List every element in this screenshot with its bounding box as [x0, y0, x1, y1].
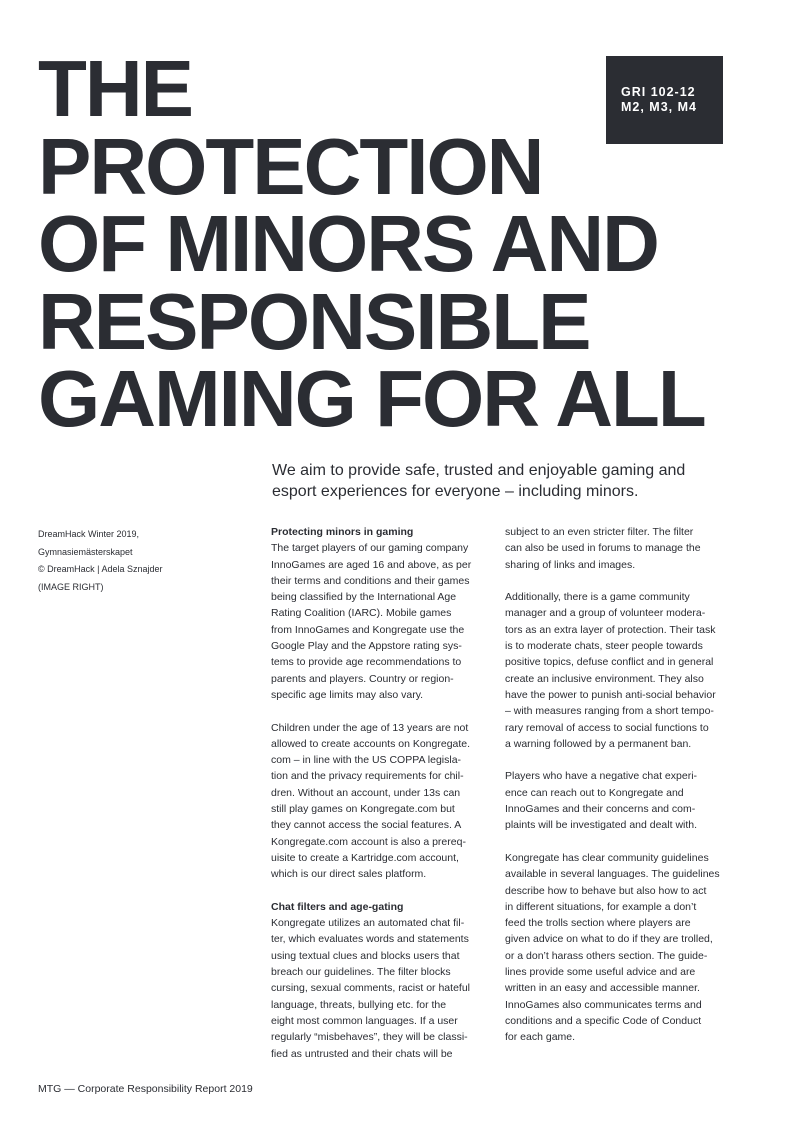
body-line: being classified by the International Age	[271, 591, 457, 604]
body-line: Kongregate.com account is also a prereq-	[271, 835, 466, 848]
section-heading: Chat filters and age-gating	[271, 900, 404, 913]
body-line: Rating Coalition (IARC). Mobile games	[271, 607, 452, 620]
body-line: describe how to behave but also how to act	[505, 884, 707, 897]
body-line: dren. Without an account, under 13s can	[271, 786, 461, 799]
body-line: have the power to punish anti-social behavior	[505, 688, 716, 701]
body-line: their terms and conditions and their games	[271, 574, 470, 587]
body-line: still play games on Kongregate.com but	[271, 803, 455, 816]
page-footer: MTG — Corporate Responsibility Report 2019	[38, 1083, 253, 1095]
caption-line: Gymnasiemästerskapet	[38, 546, 133, 557]
body-line: for each game.	[505, 1031, 576, 1044]
body-line: ence can reach out to Kongregate and	[505, 786, 684, 799]
body-line: conditions and a specific Code of Conduct	[505, 1014, 702, 1027]
body-line: regularly “misbehaves”, they will be classi-	[271, 1031, 468, 1044]
body-line: Kongregate has clear community guidelines	[505, 851, 709, 864]
caption-line: DreamHack Winter 2019,	[38, 529, 140, 539]
gri-reference-line: M2, M3, M4	[621, 100, 697, 114]
body-line: Players who have a negative chat experi-	[505, 770, 698, 783]
body-line: can also be used in forums to manage the	[505, 542, 701, 555]
body-line: com – in line with the US COPPA legisla-	[271, 754, 462, 767]
paragraph-gap	[271, 703, 499, 719]
body-line: given advice on what to do if they are trolled,	[505, 933, 713, 946]
body-line: lines provide some useful advice and are	[505, 966, 696, 979]
body-line: they cannot access the social features. A	[271, 819, 462, 832]
body-line: using textual clues and blocks users that	[271, 949, 460, 962]
body-line: from InnoGames and Kongregate use the	[271, 623, 465, 636]
paragraph-gap	[505, 752, 733, 768]
body-line: positive topics, defuse conflict and in general	[505, 656, 714, 669]
body-line: Google Play and the Appstore rating sys-	[271, 640, 462, 653]
body-line: rary removal of access to social functions to	[505, 721, 709, 734]
body-line: cursing, sexual comments, racist or hateful	[271, 982, 470, 995]
body-line: available in several languages. The guidelines	[505, 868, 720, 881]
gri-reference-box	[606, 56, 723, 144]
body-line: tems to provide age recommendations to	[271, 656, 462, 669]
paragraph-gap	[271, 883, 499, 899]
body-line: The target players of our gaming company	[271, 542, 469, 555]
lead-paragraph	[272, 460, 742, 502]
title-line: PROTECTION	[38, 121, 543, 211]
title-line: GAMING FOR ALL	[38, 354, 705, 443]
body-line: specific age limits may also vary.	[271, 688, 424, 701]
body-line: subject to an even stricter filter. The filter	[505, 526, 694, 538]
body-line: in different situations, for example a don’t	[505, 900, 697, 913]
body-line: plaints will be investigated and dealt with.	[505, 819, 698, 832]
body-line: sharing of links and images.	[505, 558, 636, 571]
body-line: Additionally, there is a game community	[505, 591, 690, 604]
image-caption	[38, 526, 238, 596]
body-line: breach our guidelines. The filter blocks	[271, 966, 451, 979]
body-line: or a don’t harass others section. The guide-	[505, 949, 708, 962]
body-line: uisite to create a Kartridge.com account,	[271, 851, 459, 864]
title-line: OF MINORS AND	[38, 199, 658, 288]
body-line: is to moderate chats, steer people towards	[505, 640, 703, 653]
body-line: manager and a group of volunteer modera-	[505, 607, 706, 620]
body-line: create an inclusive environment. They also	[505, 672, 704, 685]
body-line: – with measures ranging from a short tempo-	[505, 705, 714, 718]
body-line: parents and players. Country or region-	[271, 672, 454, 685]
title-line: THE	[38, 44, 192, 133]
body-line: written in an easy and accessible manner.	[505, 982, 700, 995]
paragraph-gap	[505, 573, 733, 589]
lead-line: esport experiences for everyone – including minors.	[272, 483, 639, 500]
body-line: InnoGames are aged 16 and above, as per	[271, 558, 472, 571]
paragraph-gap	[505, 834, 733, 850]
section-heading: Protecting minors in gaming	[271, 526, 414, 538]
body-line: a warning followed by a permanent ban.	[505, 737, 692, 750]
body-line: tors as an extra layer of protection. Their task	[505, 623, 716, 636]
body-line: Kongregate utilizes an automated chat fil-	[271, 917, 465, 930]
body-line: which is our direct sales platform.	[271, 868, 427, 881]
lead-line: We aim to provide safe, trusted and enjoyable gaming and	[272, 462, 686, 479]
caption-line: (IMAGE RIGHT)	[38, 581, 104, 592]
body-column-left	[271, 524, 499, 1062]
body-column-right	[505, 524, 733, 1046]
body-line: InnoGames and their concerns and com-	[505, 803, 696, 816]
body-line: Children under the age of 13 years are not	[271, 721, 469, 734]
gri-reference-line: GRI 102-12	[621, 85, 696, 99]
body-line: feed the trolls section where players are	[505, 917, 691, 930]
body-line: tion and the privacy requirements for chil-	[271, 770, 464, 783]
body-line: language, threats, bullying etc. for the	[271, 998, 447, 1011]
body-line: InnoGames also communicates terms and	[505, 998, 702, 1011]
title-line: RESPONSIBLE	[38, 276, 590, 366]
caption-line: © DreamHack | Adela Sznajder	[38, 564, 163, 574]
body-line: eight most common languages. If a user	[271, 1014, 458, 1027]
body-line: allowed to create accounts on Kongregate.	[271, 737, 471, 750]
body-line: fied as untrusted and their chats will be	[271, 1047, 453, 1060]
body-line: ter, which evaluates words and statements	[271, 933, 469, 946]
